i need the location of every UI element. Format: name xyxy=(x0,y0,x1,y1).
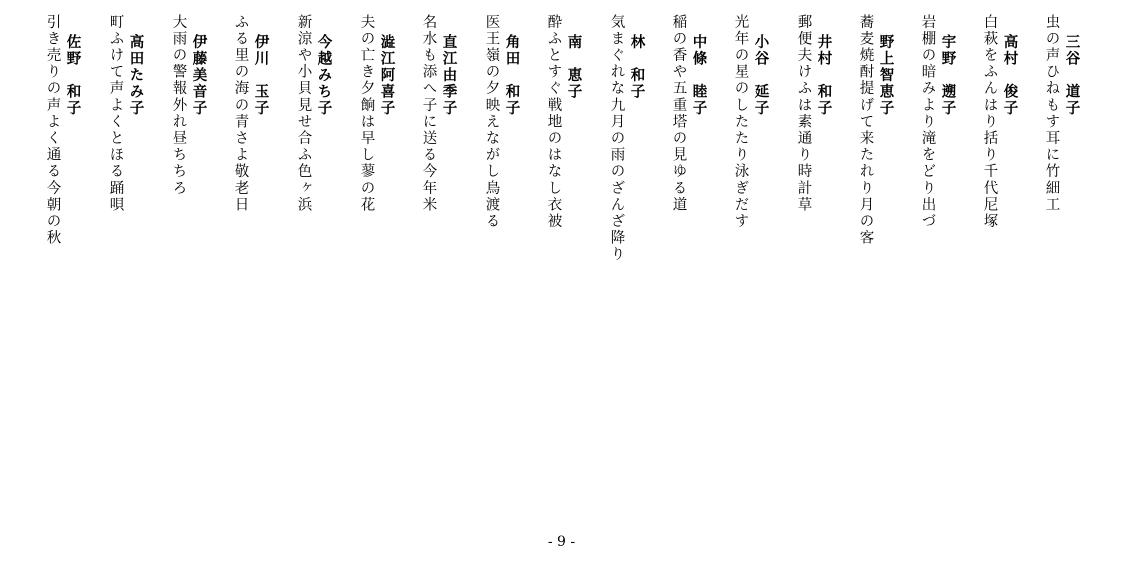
haiku-text: ふる里の海の青さよ敬老日 xyxy=(232,14,249,214)
author-name: 南 恵子 xyxy=(565,34,583,101)
haiku-text: 岩棚の暗みより滝をどり出づ xyxy=(919,14,936,230)
haiku-entry xyxy=(43,14,105,314)
author-name: 伊藤美音子 xyxy=(190,34,208,117)
haiku-entry xyxy=(669,14,731,314)
haiku-entry xyxy=(918,14,980,314)
author-name: 澁江阿喜子 xyxy=(378,34,396,117)
author-name: 林 和子 xyxy=(628,34,646,101)
haiku-entry xyxy=(544,14,606,314)
haiku-text: 大雨の警報外れ昼ちちろ xyxy=(170,14,187,197)
haiku-text: 酔ふとすぐ戦地のはなし衣被 xyxy=(545,14,562,230)
haiku-text: 蕎麦焼酎提げて来たれり月の客 xyxy=(857,14,874,247)
haiku-entry xyxy=(169,14,231,314)
haiku-entry xyxy=(482,14,544,314)
haiku-text: 医王嶺の夕映えながし鳥渡る xyxy=(483,14,500,230)
haiku-entry xyxy=(856,14,918,314)
author-name: 宇野 遡子 xyxy=(939,34,957,117)
author-name: 高田たみ子 xyxy=(127,34,145,117)
author-name: 三谷 道子 xyxy=(1063,34,1081,117)
haiku-text: 名水も添へ子に送る今年米 xyxy=(420,14,437,214)
haiku-entry xyxy=(106,14,168,314)
haiku-entry xyxy=(419,14,481,314)
author-name: 野上智恵子 xyxy=(877,34,895,117)
haiku-entry xyxy=(231,14,293,314)
haiku-text: 夫の亡き夕餉は早し蓼の花 xyxy=(358,14,375,214)
author-name: 角田 和子 xyxy=(503,34,521,117)
author-name: 伊川 玉子 xyxy=(252,34,270,117)
haiku-entry xyxy=(731,14,793,314)
haiku-text: 郵便夫けふは素通り時計草 xyxy=(795,14,812,214)
author-name: 小谷 延子 xyxy=(752,34,770,117)
haiku-entry xyxy=(980,14,1042,314)
haiku-entry xyxy=(294,14,356,314)
author-name: 中條 睦子 xyxy=(690,34,708,117)
haiku-text: 引き売りの声よく通る今朝の秋 xyxy=(44,14,61,247)
author-name: 高村 俊子 xyxy=(1001,34,1019,117)
author-name: 井村 和子 xyxy=(815,34,833,117)
haiku-entry xyxy=(794,14,856,314)
haiku-text: 光年の星のしたたり泳ぎだす xyxy=(732,14,749,230)
author-name: 直江由季子 xyxy=(440,34,458,117)
haiku-text: 白萩をふんはり括り千代尼塚 xyxy=(981,14,998,230)
haiku-entry xyxy=(607,14,669,314)
haiku-entry xyxy=(1042,14,1104,314)
haiku-text: 虫の声ひねもす耳に竹細工 xyxy=(1043,14,1060,214)
author-name: 佐野 和子 xyxy=(64,34,82,117)
page-number: - 9 - xyxy=(547,534,576,550)
haiku-text: 気まぐれな九月の雨のざんざ降り xyxy=(608,14,625,263)
haiku-text: 稲の香や五重塔の見ゆる道 xyxy=(670,14,687,214)
author-name: 今越みち子 xyxy=(315,34,333,117)
haiku-text: 町ふけて声よくとほる踊唄 xyxy=(107,14,124,214)
haiku-entry xyxy=(357,14,419,314)
haiku-text: 新涼や小貝見せ合ふ色ヶ浜 xyxy=(295,14,312,214)
